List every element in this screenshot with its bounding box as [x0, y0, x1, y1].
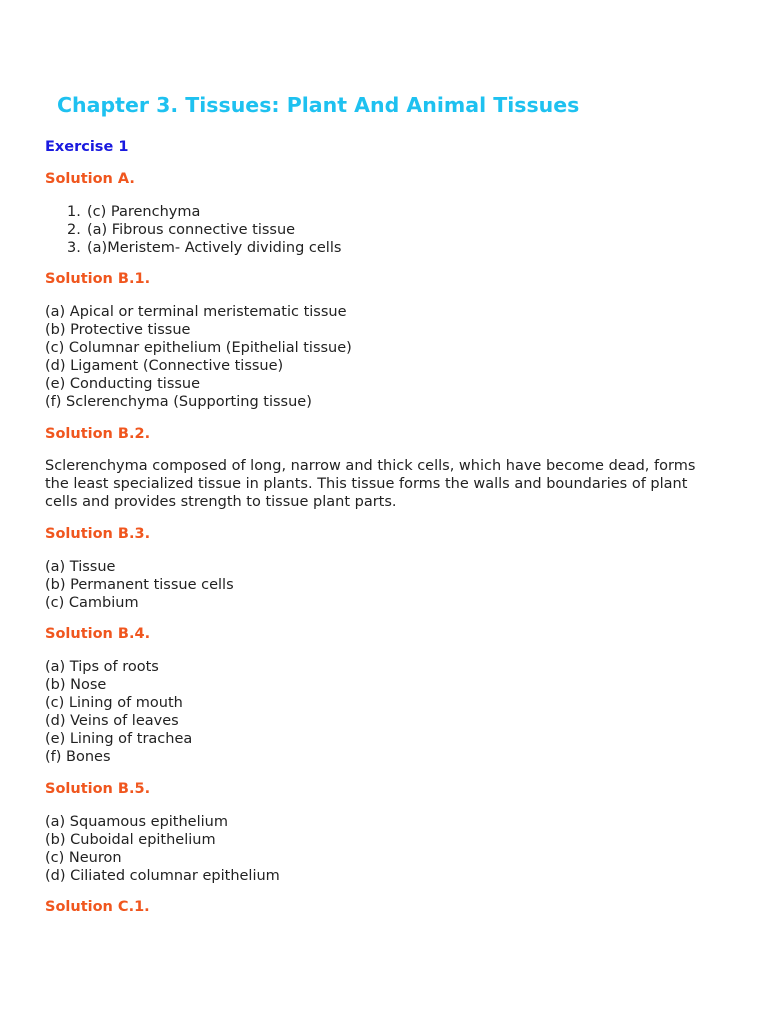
- list-item-text: (c) Parenchyma: [87, 204, 201, 220]
- answer-line: (b) Protective tissue: [45, 322, 191, 339]
- answer-line: (d) Veins of leaves: [45, 713, 179, 730]
- solution-b2-heading: Solution B.2.: [45, 426, 151, 442]
- list-item-text: (a) Fibrous connective tissue: [87, 222, 296, 239]
- answer-line: (d) Ciliated columnar epithelium: [45, 868, 280, 885]
- answer-line: (a) Tips of roots: [45, 659, 159, 675]
- paragraph-line: cells and provides strength to tissue plant parts.: [45, 494, 397, 511]
- answer-line: (b) Permanent tissue cells: [45, 577, 234, 594]
- solution-a-heading: Solution A.: [45, 171, 135, 187]
- list-item: [45, 221, 296, 239]
- answer-line: (f) Sclerenchyma (Supporting tissue): [45, 394, 312, 411]
- page-title: Chapter 3. Tissues: Plant And Animal Tissues: [57, 93, 580, 117]
- list-item: [45, 239, 342, 257]
- answer-line: (c) Lining of mouth: [45, 695, 183, 712]
- answer-line: (e) Conducting tissue: [45, 376, 201, 393]
- answer-line: (b) Cuboidal epithelium: [45, 832, 216, 849]
- list-item-number: 2.: [67, 222, 81, 239]
- paragraph-line: Sclerenchyma composed of long, narrow and thick cells, which have become dead, forms: [45, 458, 696, 474]
- paragraph-line: the least specialized tissue in plants. This tissue forms the walls and boundaries of plant: [45, 476, 688, 493]
- list-item-text: (a)Meristem- Actively dividing cells: [87, 240, 342, 257]
- solution-b4-answers: [45, 658, 192, 767]
- answer-line: (a) Tissue: [45, 559, 116, 575]
- answer-line: (c) Neuron: [45, 850, 122, 867]
- solution-b4-heading: Solution B.4.: [45, 626, 151, 642]
- answer-line: (a) Apical or terminal meristematic tissue: [45, 304, 347, 320]
- solution-c1-heading: Solution C.1.: [45, 899, 150, 915]
- answer-line: (f) Bones: [45, 749, 111, 766]
- solution-b1-answers: [45, 303, 352, 412]
- answer-line: (b) Nose: [45, 677, 107, 694]
- list-item-number: 3.: [67, 240, 81, 257]
- solution-b3-answers: [45, 558, 234, 612]
- solution-b5-heading: Solution B.5.: [45, 781, 151, 797]
- answer-line: (a) Squamous epithelium: [45, 814, 228, 830]
- solution-b1-heading: Solution B.1.: [45, 271, 151, 287]
- solution-b3-heading: Solution B.3.: [45, 526, 151, 542]
- answer-line: (c) Columnar epithelium (Epithelial tissue): [45, 340, 352, 357]
- solution-b2-paragraph: [45, 457, 695, 511]
- solution-a-list: [45, 203, 342, 257]
- solution-b5-answers: [45, 813, 280, 885]
- list-item-number: 1.: [67, 204, 81, 220]
- answer-line: (d) Ligament (Connective tissue): [45, 358, 284, 375]
- answer-line: (e) Lining of trachea: [45, 731, 193, 748]
- answer-line: (c) Cambium: [45, 595, 139, 612]
- exercise-heading: Exercise 1: [45, 139, 129, 155]
- list-item: [45, 203, 201, 221]
